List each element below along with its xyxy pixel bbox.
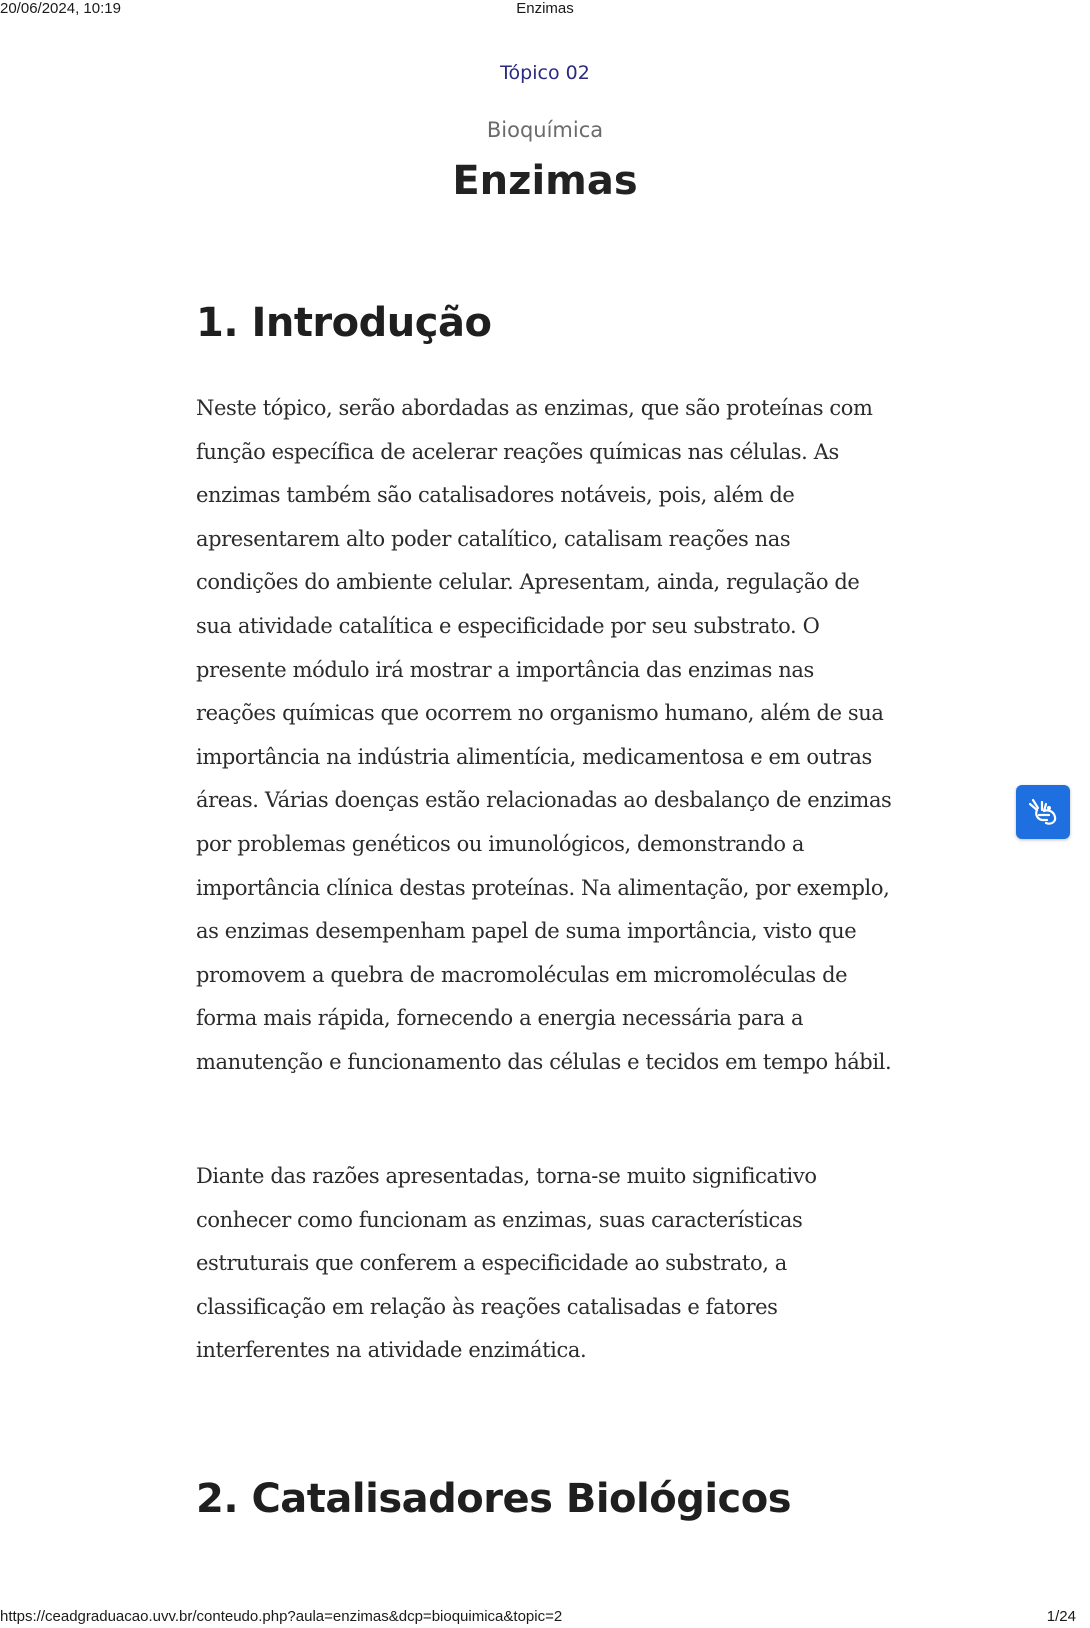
section-catalysts <box>196 1476 896 1522</box>
sign-language-hands-icon <box>1025 794 1061 830</box>
print-title: Enzimas <box>516 0 574 17</box>
intro-paragraph-1-container <box>196 387 896 1085</box>
section-heading: 2. Catalisadores Biológicos <box>196 1476 792 1522</box>
subject-label: Bioquímica <box>486 118 604 142</box>
topic-label: Tópico 02 <box>500 62 590 84</box>
intro-paragraph-1: Neste tópico, serão abordadas as enzimas, que são proteínas com função específica de acelerar reações químicas nas células. As enzimas também são catalisadores notáveis, pois, além de apresentarem alto poder catalítico, catalisam reações nas condições do ambiente celular. Apresentam, ainda, regulação de sua atividade catalítica e especificidade por seu substrato. O presente módulo irá mostrar a importância das enzimas nas reações químicas que ocorrem no organismo humano, além de sua importância na indústria alimentícia, medicamentosa e em outras áreas. Várias doenças estão relacionadas ao desbalanço de enzimas por problemas genéticos ou imunológicos, demonstrando a importância clínica destas proteínas. Na alimentação, por exemplo, as enzimas desempenham papel de suma importância, visto que promovem a quebra de macromoléculas em micromoléculas de forma mais rápida, fornecendo a energia necessária para a manutenção e funcionamento das células e tecidos em tempo hábil. <box>196 396 892 1074</box>
print-footer <box>0 1608 1090 1628</box>
page-title: Enzimas <box>452 158 638 204</box>
intro-paragraph-2: Diante das razões apresentadas, torna-se muito significativo conhecer como funcionam as enzimas, suas características estruturais que conferem a especificidade ao substrato, a classificação em relação às reações catalisadas e fatores interferentes na atividade enzimática. <box>196 1164 817 1363</box>
accessibility-sign-language-button[interactable] <box>1016 785 1070 839</box>
section-introduction <box>196 300 896 346</box>
print-url: https://ceadgraduacao.uvv.br/conteudo.php?aula=enzimas&dcp=bioquimica&topic=2 <box>0 1608 563 1625</box>
print-header <box>0 0 1090 18</box>
print-page-number: 1/24 <box>1046 1608 1076 1625</box>
intro-paragraph-2-container <box>196 1155 896 1373</box>
section-heading: 1. Introdução <box>196 300 492 346</box>
print-datetime: 20/06/2024, 10:19 <box>0 0 121 17</box>
